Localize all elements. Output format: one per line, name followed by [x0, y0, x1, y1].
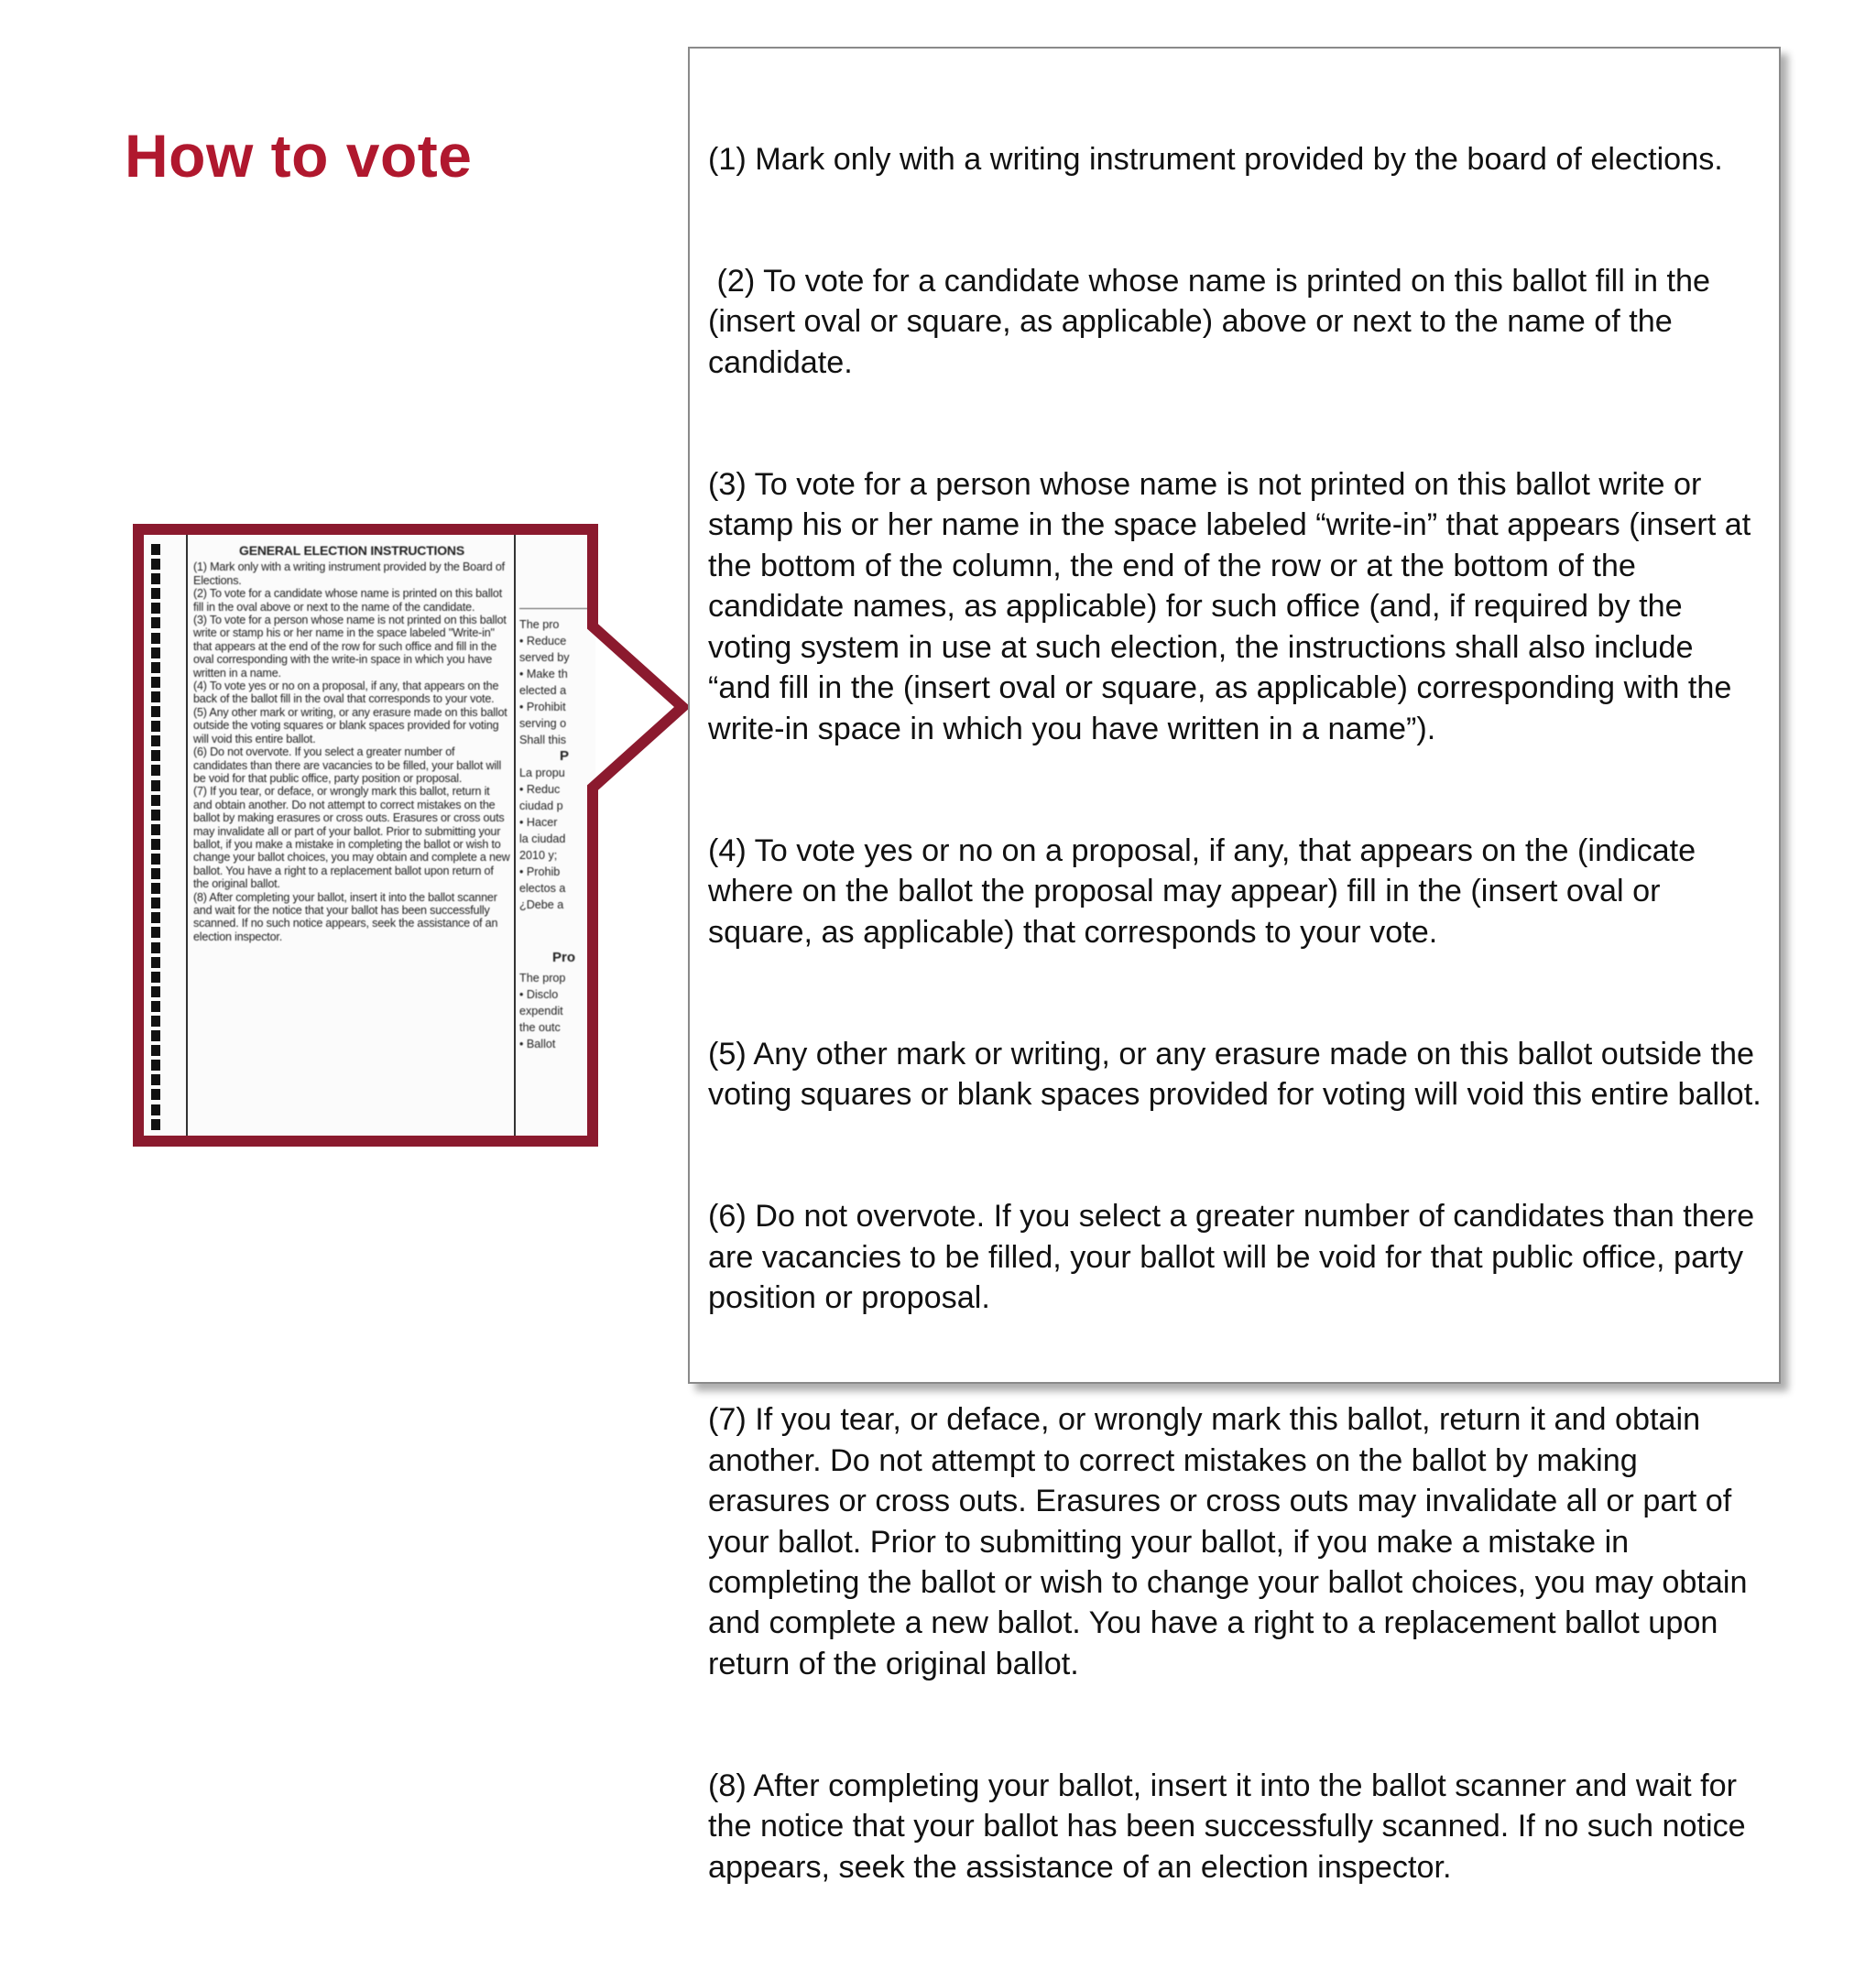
ballot-heading: GENERAL ELECTION INSTRUCTIONS — [239, 543, 464, 558]
ballot-line: (8) After completing your ballot, insert it into the ballot scanner and wait for the notice that your ballot has been successfully scanned. If no such notice appears, seek the assistance of an election inspector. — [193, 890, 498, 943]
ballot-side-line: serving o — [519, 717, 567, 730]
ballot-side-line: • Hacer — [519, 816, 558, 829]
slide-title: How to vote — [125, 122, 473, 190]
ballot-side-heading: Pro — [552, 950, 576, 965]
ballot-side-line: The prop — [519, 972, 566, 984]
ballot-side-line: served by — [519, 651, 570, 664]
ballot-line: (4) To vote yes or no on a proposal, if any, that appears on the back of the ballot fill in the oval that corresponds to your vote. — [193, 680, 499, 706]
ballot-side-line: • Reduce — [519, 635, 567, 647]
ballot-side-line: Shall this — [519, 734, 567, 746]
ballot-line: (3) To vote for a person whose name is not printed on this ballot write or stamp his or her name in the space labeled "Write-in" that appears at the end of the row for such office and fill in the oval corresponding with the write-in space in which you have written in a name. — [193, 614, 507, 680]
instruction-paragraph: (2) To vote for a candidate whose name is printed on this ballot fill in the (insert oval or square, as applicable) above or next to the name of the candidate. — [708, 264, 1719, 380]
ballot-side-line: 2010 y; — [519, 849, 558, 862]
ballot-line: (5) Any other mark or writing, or any erasure made on this ballot outside the voting squares or blank spaces provided for voting will void this entire ballot. — [193, 705, 507, 745]
callout-frame — [133, 524, 602, 1147]
ballot-side-line: • Reduc — [519, 783, 561, 796]
ballot-line: (7) If you tear, or deface, or wrongly mark this ballot, return it and obtain another. Do not attempt to correct mistakes on the ballot by making erasures or cross outs. Erasures or cross outs may invalidate all or part of your ballot. Prior to submitting your ballot, if you make a mistake in completing the ballot or wish to change your ballot choices, you may obtain and complete a new ballot. You have a right to a replacement ballot upon return of the original ballot. — [193, 785, 510, 891]
ballot-callout — [133, 524, 602, 1147]
instruction-paragraph: (3) To vote for a person whose name is not printed on this ballot write or stamp his or her name in the space labeled “write-in” that appears (insert at the bottom of the column, the end of the row or at the bottom of the candidate names, as applicable) for such office (and, if required by the voting system in use at such election, the instructions shall also include “and fill in the (insert oval or square, as applicable) corresponding with the write-in space in which you have written in a name”). — [708, 467, 1760, 746]
instruction-paragraph: (6) Do not overvote. If you select a greater number of candidates than there are vacancies to be filled, your ballot will be void for that public office, party position or proposal. — [708, 1199, 1763, 1316]
instruction-paragraph: (8) After completing your ballot, insert it into the ballot scanner and wait for the notice that your ballot has been successfully scanned. If no such notice appears, seek the assistance of an election inspector. — [708, 1768, 1755, 1885]
instruction-paragraph: (4) To vote yes or no on a proposal, if any, that appears on the (indicate where on the ballot the proposal may appear) fill in the (insert oval or square, as applicable) that corresponds to your vote. — [708, 832, 1705, 950]
instruction-paragraph: (1) Mark only with a writing instrument provided by the board of elections. — [708, 141, 1723, 177]
ballot-side-heading: P — [560, 748, 570, 764]
ballot-side-line: • Ballot — [519, 1038, 556, 1050]
instruction-paragraph: (7) If you tear, or deface, or wrongly mark this ballot, return it and obtain another. Do not attempt to correct mistakes on the ballot by making erasures or cross outs. Erasures or cross outs may invalidate all or part of your ballot. Prior to submitting your ballot, if you make a mistake in completing the ballot or wish to change your ballot choices, you may obtain and complete a new ballot. You have a right to a replacement ballot upon return of the original ballot. — [708, 1402, 1757, 1681]
ballot-side-line: • Prohibit — [519, 701, 566, 713]
ballot-line: (1) Mark only with a writing instrument provided by the Board of Elections. — [193, 560, 505, 587]
ballot-side-line: La propu — [519, 767, 565, 779]
ballot-side-line: la ciudad — [519, 832, 566, 845]
ballot-side-line: ciudad p — [519, 800, 563, 812]
ballot-side-line: • Make th — [519, 668, 568, 680]
ballot-side-line: The pro — [519, 618, 560, 631]
instructions-box — [688, 47, 1781, 1885]
ballot-side-line: expendit — [519, 1005, 563, 1017]
ballot-side-line: • Disclo — [519, 988, 559, 1001]
instructions-text — [708, 58, 1762, 1969]
callout-pointer-outline — [138, 529, 682, 1141]
ballot-side-line: • Prohib — [519, 865, 561, 878]
ballot-line: (6) Do not overvote. If you select a greater number of candidates than there are vacancies to be filled, your ballot will be void for that public office, party position or proposal. — [193, 745, 502, 785]
ballot-side-line: elected a — [519, 684, 567, 697]
ballot-side-line: electos a — [519, 882, 566, 895]
instruction-paragraph: (5) Any other mark or writing, or any erasure made on this ballot outside the voting squares or blank spaces provided for voting will void this entire ballot. — [708, 1036, 1763, 1113]
ballot-side-line: ¿Debe a — [519, 898, 564, 911]
ballot-line: (2) To vote for a candidate whose name is printed on this ballot fill in the oval above or next to the name of the candidate. — [193, 587, 502, 614]
ballot-side-line: the outc — [519, 1021, 561, 1034]
